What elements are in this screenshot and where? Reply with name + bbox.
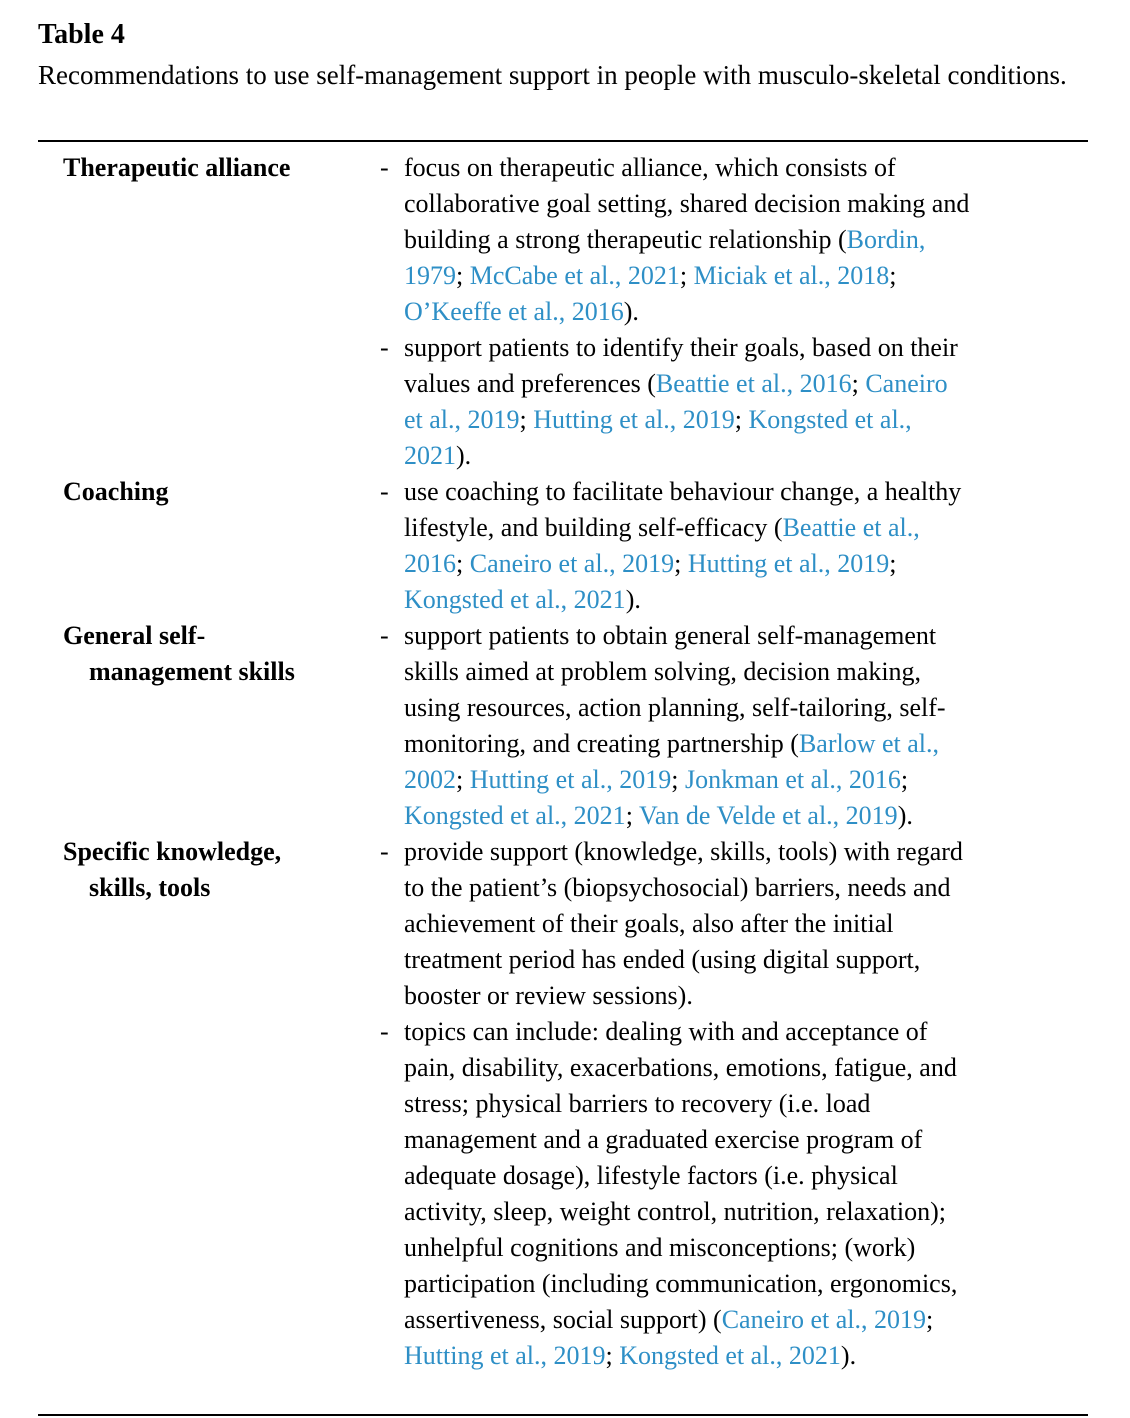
recommendation-text-run: ;: [671, 765, 685, 794]
row-heading: [38, 618, 378, 690]
bullet-dash: -: [380, 333, 389, 362]
row-heading: [38, 150, 378, 186]
row-heading: [38, 474, 378, 510]
recommendation-text-run: ).: [897, 801, 913, 830]
recommendation-text: [404, 834, 1072, 1014]
citation-link[interactable]: Bordin, 1979: [404, 225, 926, 290]
recommendation-text-run: ).: [623, 297, 639, 326]
recommendation-text-run: ;: [456, 549, 470, 578]
table-row: [38, 150, 1088, 474]
table-caption: Recommendations to use self-management support in people with musculo-skeletal conditions.: [38, 60, 1067, 90]
recommendation-text-run: ;: [519, 405, 534, 434]
table-body: [38, 150, 1088, 1374]
recommendation-text: [404, 618, 1072, 834]
bullet-dash: -: [380, 153, 389, 182]
citation-link[interactable]: Miciak et al., 2018: [693, 261, 890, 290]
recommendation-text-run: topics can include: dealing with and acceptance of pain, disability, exacerbations, emotions, fatigue, and stress; physical barriers to recovery (i.e. load management and a graduated exercise program of adequate dosage), lifestyle factors (i.e. physical activity, sleep, weight control, nutrition, relaxation); unhelpful cognitions and misconceptions; (work) participation (including communication, ergonomics, assertiveness, social support) (: [404, 1017, 958, 1334]
recommendation-text-run: ).: [625, 585, 641, 614]
table-row: [38, 474, 1088, 618]
citation-link[interactable]: Hutting et al., 2019: [687, 549, 890, 578]
recommendation-text-run: focus on therapeutic alliance, which consists of collaborative goal setting, shared decision making and building a strong therapeutic relationship (: [404, 153, 970, 254]
recommendation-text-run: ;: [889, 549, 897, 578]
citation-link[interactable]: McCabe et al., 2021: [469, 261, 680, 290]
recommendation-text-run: ;: [889, 261, 897, 290]
citation-link[interactable]: Caneiro et al., 2019: [404, 369, 948, 434]
recommendation-text-run: support patients to obtain general self-management skills aimed at problem solving, decision making, using resources, action planning, self-tailoring, self- monitoring, and creating partnership (: [404, 621, 946, 758]
recommendation-text-run: ;: [456, 765, 470, 794]
row-recommendations: [378, 474, 1078, 618]
row-recommendations: [378, 834, 1078, 1374]
table-bottom-rule: [38, 1414, 1088, 1416]
recommendation-item: [378, 834, 1078, 1014]
citation-link[interactable]: Hutting et al., 2019: [533, 405, 735, 434]
citation-link[interactable]: Kongsted et al., 2021: [404, 801, 626, 830]
bullet-dash: -: [380, 477, 389, 506]
recommendation-text-run: ;: [851, 369, 866, 398]
citation-link[interactable]: Caneiro et al., 2019: [469, 549, 675, 578]
recommendation-text: [404, 474, 1072, 618]
recommendation-text-run: ;: [679, 261, 694, 290]
recommendation-text-run: ;: [625, 801, 639, 830]
recommendation-item: [378, 474, 1078, 618]
bullet-dash: -: [380, 621, 389, 650]
recommendation-text-run: provide support (knowledge, skills, tools) with regard to the patient’s (biopsychosocial) barriers, needs and achievement of their goals, also after the initial treatment period has ended (using digital support, booster or review sessions).: [404, 837, 963, 1010]
table-label: Table 4: [38, 19, 125, 50]
bullet-dash: -: [380, 837, 389, 866]
row-heading-text: General self- management skills: [63, 621, 295, 686]
row-recommendations: [378, 618, 1078, 834]
recommendation-item: [378, 618, 1078, 834]
recommendation-text: [404, 330, 1072, 474]
recommendation-item: [378, 150, 1078, 330]
recommendation-text-run: support patients to identify their goals, based on their values and preferences (: [404, 333, 958, 398]
citation-link[interactable]: Caneiro et al., 2019: [721, 1305, 927, 1334]
recommendation-text: [404, 1014, 1072, 1374]
recommendation-item: [378, 1014, 1078, 1374]
bullet-dash: -: [380, 1017, 389, 1046]
table-row: [38, 834, 1088, 1374]
recommendation-text-run: ;: [674, 549, 688, 578]
recommendation-text-run: ).: [840, 1341, 857, 1370]
citation-link[interactable]: Hutting et al., 2019: [469, 765, 672, 794]
citation-link[interactable]: Jonkman et al., 2016: [684, 765, 901, 794]
table-row: [38, 618, 1088, 834]
citation-link[interactable]: Kongsted et al., 2021: [619, 1341, 841, 1370]
row-heading-text: Coaching: [63, 477, 169, 506]
recommendation-text-run: ;: [900, 765, 909, 794]
row-heading: [38, 834, 378, 906]
citation-link[interactable]: Van de Velde et al., 2019: [638, 801, 898, 830]
recommendation-text-run: ).: [456, 441, 472, 470]
row-heading-text: Therapeutic alliance: [63, 153, 291, 182]
recommendation-text-run: use coaching to facilitate behaviour change, a healthy lifestyle, and building self-efficacy (: [404, 477, 962, 542]
recommendation-text-run: ;: [456, 261, 470, 290]
citation-link[interactable]: O’Keeffe et al., 2016: [404, 297, 624, 326]
citation-link[interactable]: Beattie et al., 2016: [404, 513, 920, 578]
citation-link[interactable]: Kongsted et al., 2021: [404, 405, 912, 470]
row-heading-text: Specific knowledge, skills, tools: [63, 837, 282, 902]
citation-link[interactable]: Barlow et al., 2002: [404, 729, 940, 794]
citation-link[interactable]: Hutting et al., 2019: [404, 1341, 606, 1370]
table-top-rule: [38, 140, 1088, 142]
row-recommendations: [378, 150, 1078, 474]
table-page: [38, 18, 1088, 1370]
recommendation-text-run: ;: [734, 405, 749, 434]
recommendation-item: [378, 330, 1078, 474]
citation-link[interactable]: Beattie et al., 2016: [655, 369, 852, 398]
recommendation-text-run: ;: [926, 1305, 934, 1334]
recommendation-text-run: ;: [605, 1341, 620, 1370]
recommendation-text: [404, 150, 1072, 330]
citation-link[interactable]: Kongsted et al., 2021: [404, 585, 626, 614]
